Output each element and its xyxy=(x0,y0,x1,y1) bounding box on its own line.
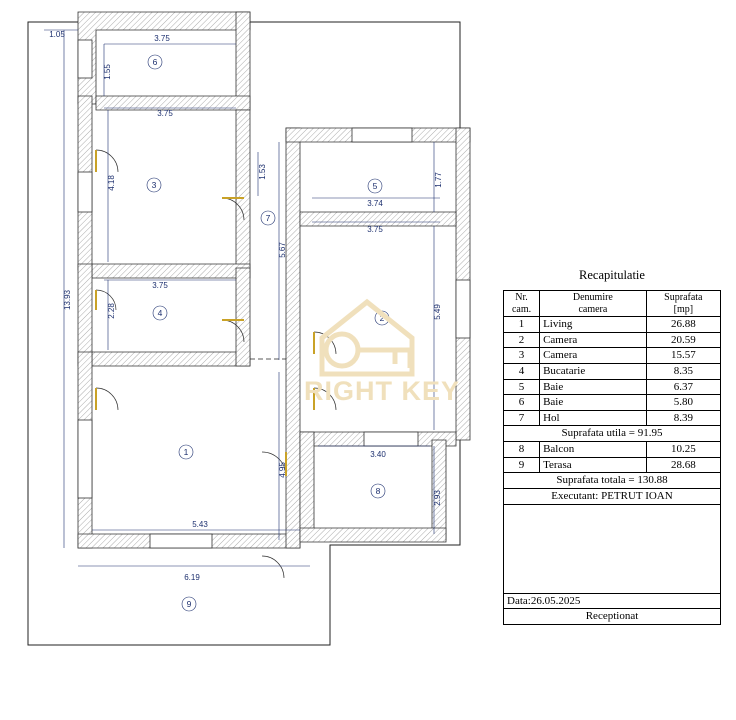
blank-row xyxy=(504,504,721,593)
row-name: Balcon xyxy=(540,442,647,458)
dim-label: 1.05 xyxy=(49,30,65,39)
recapitulation-panel xyxy=(503,268,721,625)
table-row xyxy=(504,410,721,426)
table-row xyxy=(504,332,721,348)
row-nr: 1 xyxy=(504,317,540,333)
table-row xyxy=(504,348,721,364)
row-nr: 9 xyxy=(504,457,540,473)
row-area: 20.59 xyxy=(646,332,720,348)
room-label-2: 2 xyxy=(379,313,385,323)
total-text: Suprafata totala = 130.88 xyxy=(504,473,721,489)
subtotal-row xyxy=(504,426,721,442)
receptionat-row xyxy=(504,609,721,625)
room-label-5: 5 xyxy=(372,181,378,191)
dim-label: 3.40 xyxy=(370,450,386,459)
header-name-line1: Denumire xyxy=(572,292,613,303)
dim-label: 3.75 xyxy=(157,109,173,118)
dim-label: 5.49 xyxy=(433,304,442,320)
dim-label: 13.93 xyxy=(63,289,72,311)
table-row xyxy=(504,363,721,379)
row-nr: 4 xyxy=(504,363,540,379)
dim-label: 3.75 xyxy=(154,34,170,43)
room-label-7: 7 xyxy=(265,213,271,223)
table-header-row xyxy=(504,291,721,317)
door-leaves xyxy=(96,150,314,476)
row-area: 8.39 xyxy=(646,410,720,426)
header-nr xyxy=(504,291,540,317)
date-text: Data:26.05.2025 xyxy=(504,593,721,609)
header-nr-line1: Nr. xyxy=(515,292,528,303)
room-label-8: 8 xyxy=(375,486,381,496)
header-area-line2: [mp] xyxy=(673,303,694,315)
total-row xyxy=(504,473,721,489)
dim-label: 3.74 xyxy=(367,199,383,208)
row-area: 28.68 xyxy=(646,457,720,473)
row-name: Camera xyxy=(540,332,647,348)
table-row xyxy=(504,395,721,411)
row-name: Baie xyxy=(540,379,647,395)
row-nr: 5 xyxy=(504,379,540,395)
dim-label: 4.18 xyxy=(107,175,116,191)
header-name-line2: camera xyxy=(578,303,608,315)
header-nr-line2: cam. xyxy=(511,303,532,315)
dim-label: 5.67 xyxy=(278,242,287,258)
row-name: Living xyxy=(540,317,647,333)
dim-label: 1.77 xyxy=(434,172,443,188)
header-area-line1: Suprafata xyxy=(664,292,703,303)
row-nr: 2 xyxy=(504,332,540,348)
row-name: Camera xyxy=(540,348,647,364)
dim-label: 2.93 xyxy=(433,490,442,506)
windows xyxy=(78,40,470,548)
dim-label: 1.55 xyxy=(103,64,112,80)
header-name xyxy=(540,291,647,317)
recap-table xyxy=(503,290,721,625)
room-label-9: 9 xyxy=(186,599,192,609)
blank-cell xyxy=(504,504,721,593)
dim-label: 4.95 xyxy=(278,462,287,478)
header-area xyxy=(646,291,720,317)
row-area: 26.88 xyxy=(646,317,720,333)
row-nr: 6 xyxy=(504,395,540,411)
table-row xyxy=(504,442,721,458)
row-name: Bucatarie xyxy=(540,363,647,379)
row-area: 8.35 xyxy=(646,363,720,379)
executant-text: Executant: PETRUT IOAN xyxy=(504,489,721,505)
table-row xyxy=(504,317,721,333)
dim-label: 6.19 xyxy=(184,573,200,582)
subtotal-text: Suprafata utila = 91.95 xyxy=(504,426,721,442)
dim-label: 3.75 xyxy=(152,281,168,290)
row-area: 5.80 xyxy=(646,395,720,411)
dim-label: 1.53 xyxy=(258,164,267,180)
recap-title: Recapitulatie xyxy=(579,268,645,282)
row-nr: 3 xyxy=(504,348,540,364)
row-name: Baie xyxy=(540,395,647,411)
room-label-4: 4 xyxy=(157,308,163,318)
dim-label: 5.43 xyxy=(192,520,208,529)
room-label-1: 1 xyxy=(183,447,189,457)
room-label-3: 3 xyxy=(151,180,157,190)
row-area: 10.25 xyxy=(646,442,720,458)
row-area: 15.57 xyxy=(646,348,720,364)
table-row xyxy=(504,457,721,473)
table-row xyxy=(504,379,721,395)
row-nr: 7 xyxy=(504,410,540,426)
row-nr: 8 xyxy=(504,442,540,458)
row-name: Terasa xyxy=(540,457,647,473)
date-row xyxy=(504,593,721,609)
row-name: Hol xyxy=(540,410,647,426)
receptionat-text: Receptionat xyxy=(504,609,721,625)
dim-label: 2.28 xyxy=(107,303,116,319)
watermark-text: RIGHT KEY xyxy=(303,376,460,406)
executant-row xyxy=(504,489,721,505)
dim-label: 3.75 xyxy=(367,225,383,234)
room-label-6: 6 xyxy=(152,57,158,67)
row-area: 6.37 xyxy=(646,379,720,395)
